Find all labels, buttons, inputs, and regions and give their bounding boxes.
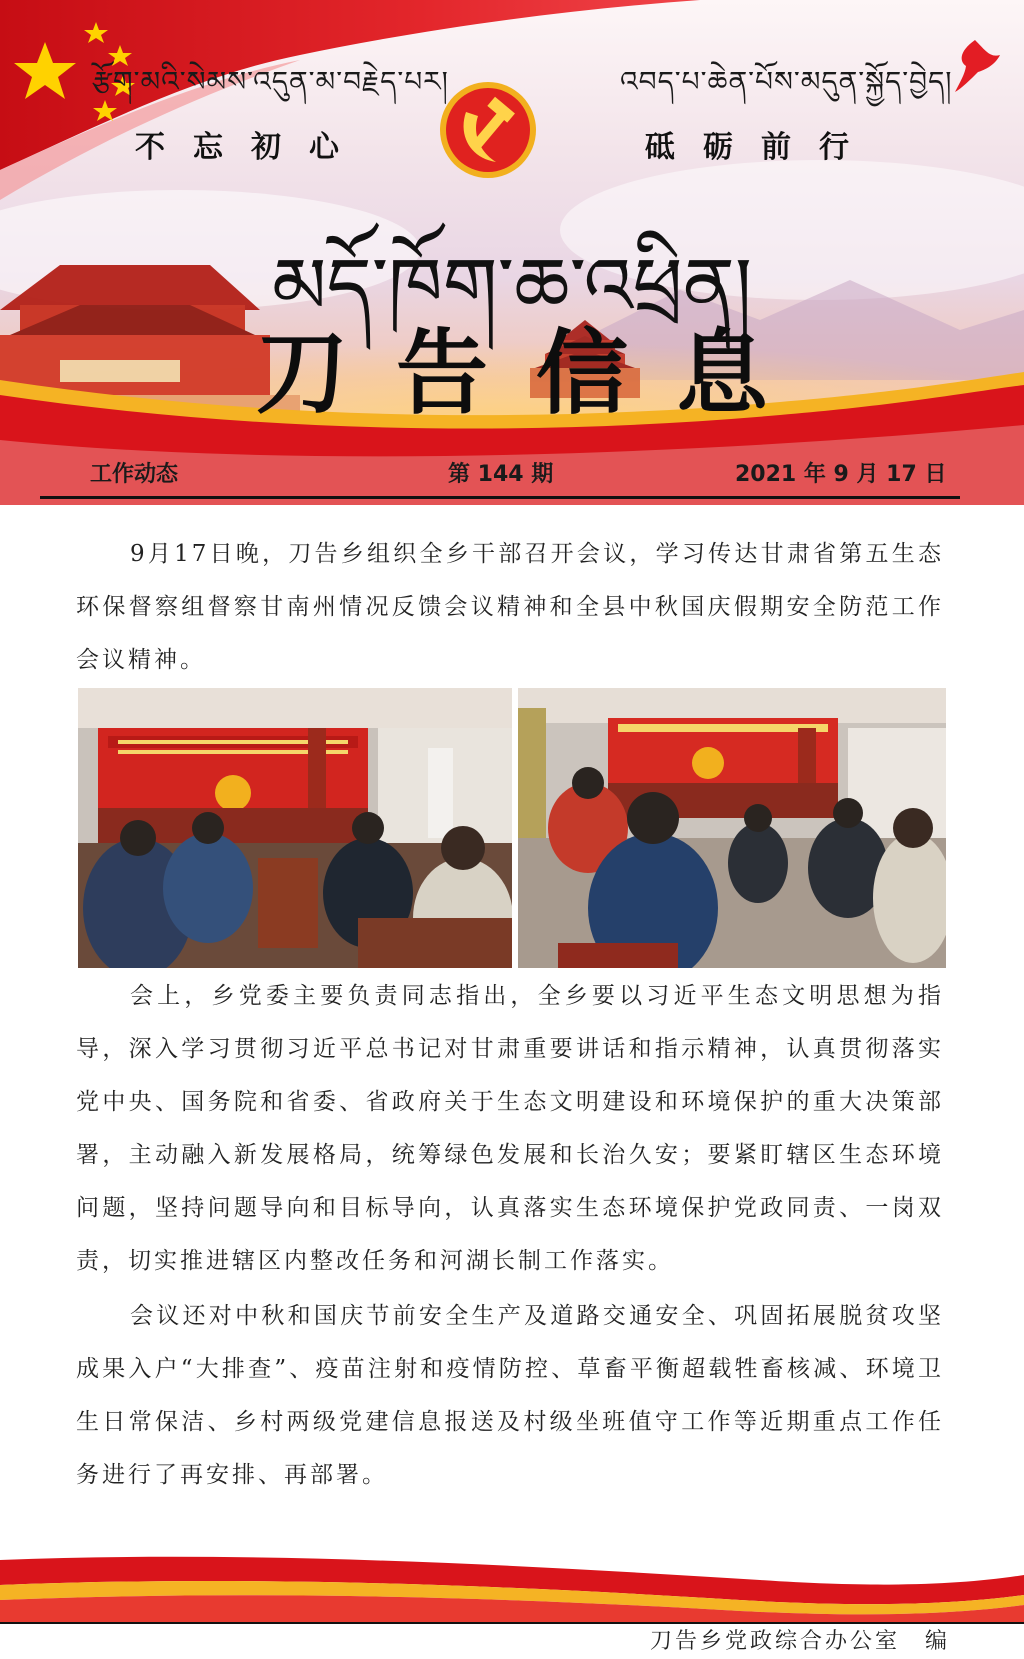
- header-banner: [0, 0, 1024, 505]
- footer-credit: 刀告乡党政综合办公室 编: [650, 1629, 951, 1654]
- issue-info-bar: [0, 455, 1024, 491]
- meeting-photo-right: [518, 688, 946, 968]
- tibetan-slogan-left: རྩོག་མའི་སེམས་འདུན་མ་བརྗེད་པར།: [92, 65, 449, 98]
- header-divider: [40, 496, 960, 499]
- issue-number: 第 144 期: [448, 462, 554, 487]
- section-label: 工作动态: [90, 462, 179, 487]
- party-emblem-icon: [440, 82, 536, 178]
- meeting-photo-left: [78, 688, 512, 968]
- dove-icon: [955, 40, 1000, 92]
- masthead-title: 刀告信息: [255, 320, 816, 427]
- motto-right: 砥砺前行: [645, 130, 877, 165]
- footer-decoration: [0, 1545, 1024, 1630]
- issue-date: 2021 年 9 月 17 日: [735, 462, 947, 487]
- article-paragraph-3: 会议还对中秋和国庆节前安全生产及道路交通安全、巩固拓展脱贫攻坚成果入户“大排查”、疫苗注射和疫情防控、草畜平衡超载牲畜核减、环境卫生日常保洁、乡村两级党建信息报送及村级坐班值守工作等近期重点工作任务进行了再安排、再部署。: [76, 1303, 944, 1488]
- tibetan-masthead: མདོ་ཁོག་ཆ་འཕྲིན།: [271, 242, 753, 332]
- article-paragraph-2: 会上，乡党委主要负责同志指出，全乡要以习近平生态文明思想为指导，深入学习贯彻习近平总书记对甘肃重要讲话和指示精神，认真贯彻落实党中央、国务院和省委、省政府关于生态文明建设和环境保护的重大决策部署，主动融入新发展格局，统筹绿色发展和长治久安；要紧盯辖区生态环境问题，坚持问题导向和目标导向，认真落实生态环境保护党政同责、一岗双责，切实推进辖区内整改任务和河湖长制工作落实。: [76, 983, 944, 1274]
- article-paragraph-1: 9月17日晚，刀告乡组织全乡干部召开会议，学习传达甘肃省第五生态环保督察组督察甘南州情况反馈会议精神和全县中秋国庆假期安全防范工作会议精神。: [76, 541, 944, 673]
- tibetan-slogan-right: འབད་པ་ཆེན་པོས་མདུན་སྐྱོད་བྱེད།: [620, 65, 953, 98]
- motto-left: 不忘初心: [135, 130, 367, 165]
